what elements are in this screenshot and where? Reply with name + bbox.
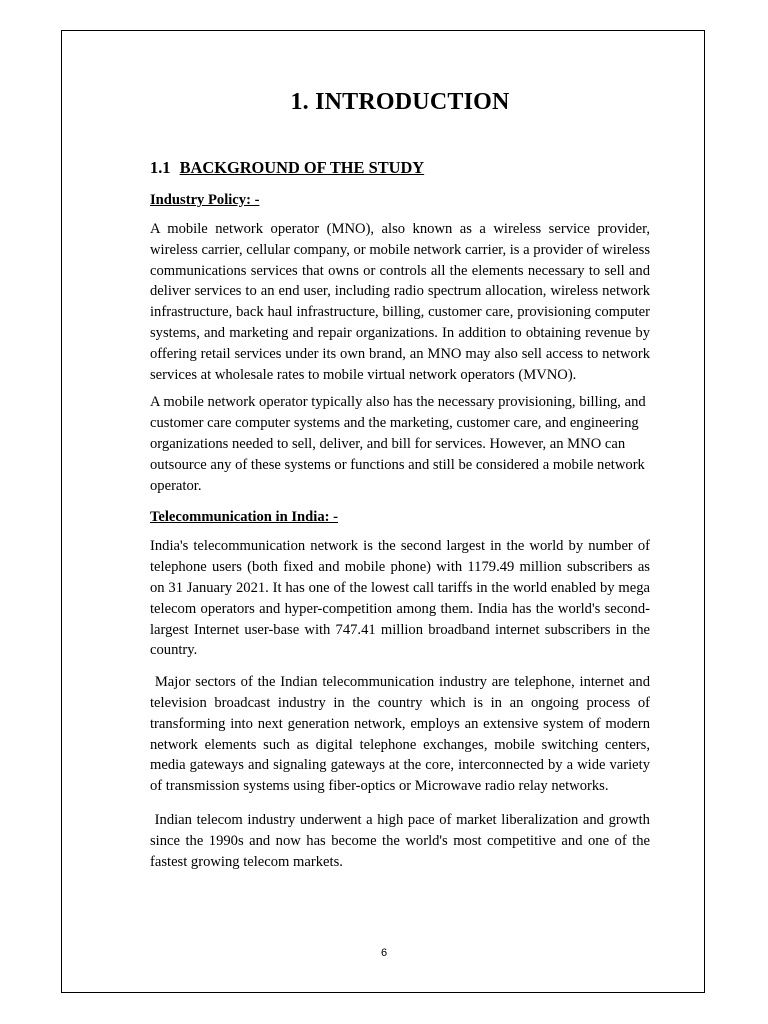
subheading-industry-policy: Industry Policy: -	[150, 192, 260, 208]
paragraph-mno-definition: A mobile network operator (MNO), also known as a wireless service provider, wireless carrier, cellular company, or mobile network carrier, is a provider of wireless communications services that owns or controls all the elements necessary to sell and deliver services to an end user, including radio spectrum allocation, wireless network infrastructure, back haul infrastructure, billing, customer care, provisioning computer systems, and marketing and repair organizations. In addition to obtaining revenue by offering retail services under its own brand, an MNO may also sell access to network services at wholesale rates to mobile virtual network operators (MVNO).	[150, 221, 650, 383]
page-content	[150, 86, 654, 872]
paragraph-major-sectors: Major sectors of the Indian telecommunication industry are telephone, internet and television broadcast industry in the country which is in an ongoing process of transforming into next generation network, employs an extensive system of modern network elements such as digital telephone exchanges, mobile switching centers, media gateways and signaling gateways at the core, interconnected by a wide variety of transmission systems using fiber-optics or Microwave radio relay networks.	[150, 674, 654, 795]
page-title: 1. INTRODUCTION	[290, 89, 510, 115]
paragraph-liberalization: Indian telecom industry underwent a high pace of market liberalization and growth since the 1990s and now has become the world's most competitive and one of the fastest growing telecom markets.	[150, 811, 654, 870]
section-number: 1.1	[150, 158, 171, 177]
section-title: BACKGROUND OF THE STUDY	[179, 158, 425, 177]
page-number: 6	[380, 947, 388, 959]
paragraph-mno-systems: A mobile network operator typically also has the necessary provisioning, billing, and customer care computer systems and the marketing, customer care, and engineering organizations needed to sell, deliver, and bill for services. However, an MNO can outsource any of these systems or functions and still be considered a mobile network operator.	[150, 394, 646, 494]
section-heading	[150, 158, 650, 178]
subheading-telecom-india: Telecommunication in India: -	[150, 509, 338, 526]
paragraph-india-network: India's telecommunication network is the second largest in the world by number of telephone users (both fixed and mobile phone) with 1179.49 million subscribers as on 31 January 2021. It has one of the lowest call tariffs in the world enabled by mega telecom operators and hyper-competition among them. India has the world's second-largest Internet user-base with 747.41 million broadband internet subscribers in the country.	[150, 538, 650, 659]
